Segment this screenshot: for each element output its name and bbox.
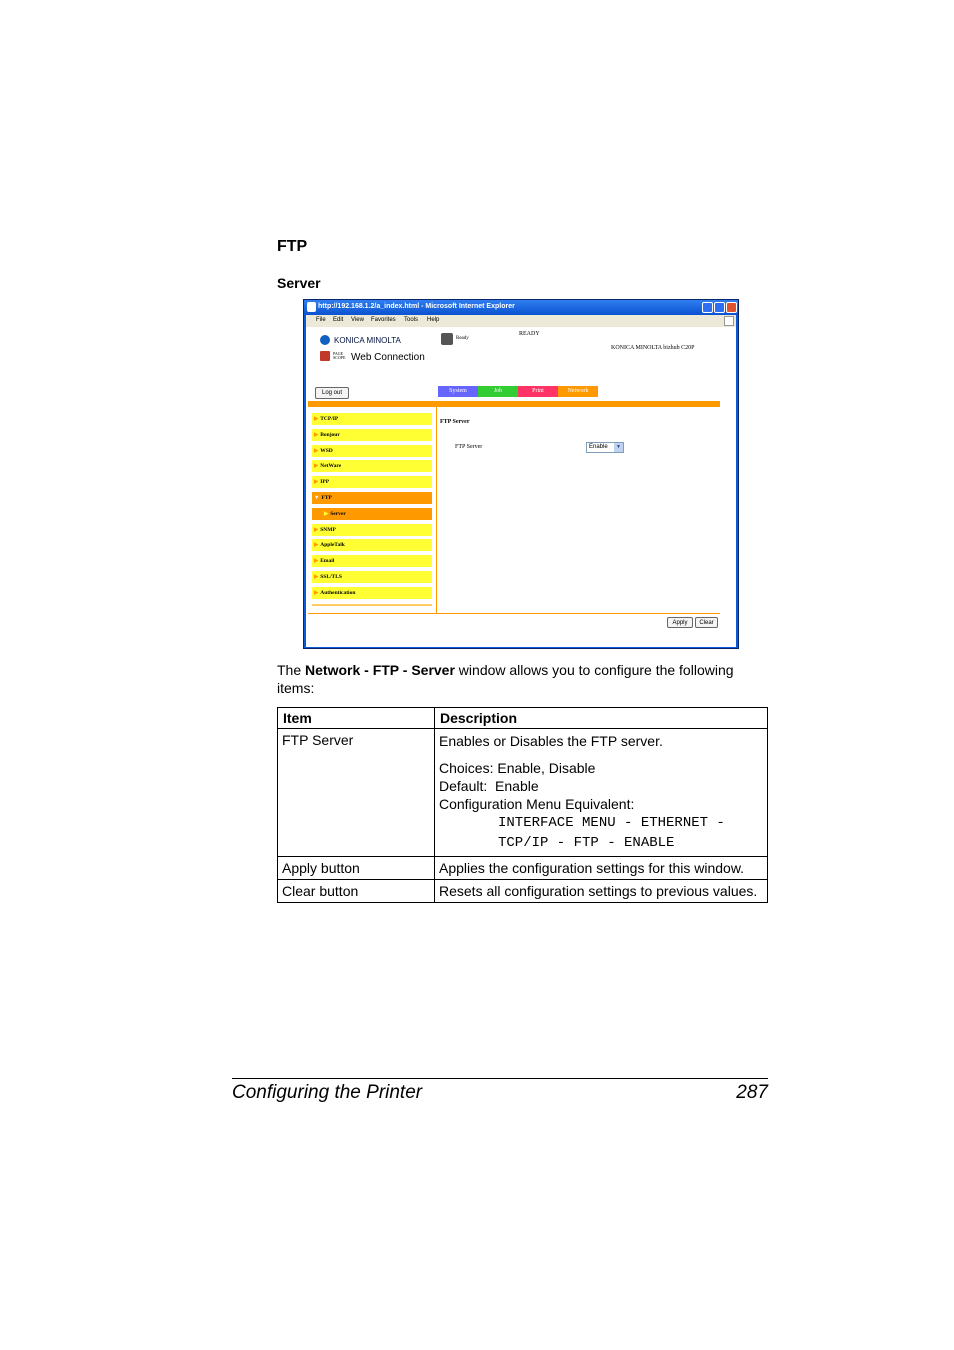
- page-number: 287: [736, 1082, 768, 1103]
- intro-bold: Network - FTP - Server: [305, 662, 455, 678]
- sidebar-item-bonjour[interactable]: ▶ Bonjour: [312, 429, 432, 441]
- model-name: KONICA MINOLTA bizhub C20P: [611, 345, 695, 351]
- arrow-right-icon: ▶: [314, 447, 319, 454]
- status-text: READY: [519, 331, 540, 337]
- logout-button[interactable]: Log out: [315, 387, 349, 399]
- footer-divider: [308, 613, 720, 614]
- tab-job[interactable]: Job: [478, 386, 518, 397]
- header-description: Description: [435, 708, 768, 729]
- minimize-icon[interactable]: [702, 302, 713, 313]
- arrow-down-icon: ▼: [314, 494, 320, 501]
- arrow-right-icon: ▶: [314, 479, 319, 486]
- menu-favorites[interactable]: Favorites: [371, 317, 396, 323]
- ftp-server-label: FTP Server: [455, 444, 483, 450]
- menu-view[interactable]: View: [351, 317, 364, 323]
- tab-print[interactable]: Print: [518, 386, 558, 397]
- sidebar-end-divider: [312, 604, 432, 606]
- ie-icon: [307, 302, 316, 312]
- desc-choices: Choices: Enable, Disable: [439, 760, 596, 776]
- arrow-right-icon: ▶: [314, 573, 319, 580]
- menu-edit[interactable]: Edit: [333, 317, 344, 323]
- header-divider: [308, 401, 720, 407]
- window-title: http://192.168.1.2/a_index.html - Microsoft Internet Explorer: [318, 303, 515, 310]
- arrow-right-icon: ▶: [314, 589, 319, 596]
- row-item: FTP Server: [278, 729, 435, 857]
- sidebar-item-ftp[interactable]: ▼ FTP: [312, 492, 432, 504]
- tab-system[interactable]: System: [438, 386, 478, 397]
- table-row: [278, 880, 768, 903]
- status-icon-label: Ready: [456, 336, 469, 341]
- arrow-right-icon: ▶: [314, 558, 319, 565]
- browser-menubar: [306, 315, 736, 327]
- sidebar-item-tcpip[interactable]: ▶ TCP/IP: [312, 413, 432, 425]
- footer-rule: [232, 1078, 768, 1079]
- sidebar-item-snmp[interactable]: ▶ SNMP: [312, 524, 432, 536]
- description-table: [277, 707, 768, 903]
- table-header-row: [278, 708, 768, 729]
- menu-help[interactable]: Help: [427, 317, 440, 323]
- arrow-right-icon: ▶: [314, 416, 319, 422]
- sidebar-item-email[interactable]: ▶ Email: [312, 555, 432, 567]
- desc-code-2: TCP/IP - FTP - ENABLE: [498, 835, 675, 851]
- subsection-title: Server: [277, 275, 321, 291]
- row-description: [435, 729, 768, 857]
- arrow-right-icon: ▶: [314, 542, 319, 549]
- apply-button[interactable]: Apply: [667, 617, 693, 628]
- intro-paragraph: The Network - FTP - Server window allows you to configure the following items:: [277, 662, 734, 696]
- ftp-server-value: Enable: [589, 444, 608, 450]
- row-item: Apply button: [278, 857, 435, 880]
- sidebar-item-wsd[interactable]: ▶ WSD: [312, 445, 432, 457]
- menu-tools[interactable]: Tools: [404, 317, 419, 323]
- sidebar-item-server[interactable]: ▶ Server: [312, 508, 432, 520]
- arrow-right-icon: ▶: [324, 510, 329, 517]
- panel-title: FTP Server: [440, 419, 470, 425]
- maximize-icon[interactable]: [714, 302, 725, 313]
- sidebar-item-ipp[interactable]: ▶ IPP: [312, 476, 432, 488]
- printer-status-icon: [441, 333, 453, 345]
- sidebar-item-appletalk[interactable]: ▶ AppleTalk: [312, 539, 432, 551]
- sidebar-item-netware[interactable]: ▶ NetWare: [312, 460, 432, 472]
- sidebar-item-ssltls[interactable]: ▶ SSL/TLS: [312, 571, 432, 583]
- close-icon[interactable]: [726, 302, 737, 313]
- desc-text: Enables or Disables the FTP server.: [439, 733, 663, 749]
- sidebar-item-authentication[interactable]: ▶ Authentication: [312, 587, 432, 599]
- desc-default: Default: Enable: [439, 778, 539, 794]
- konica-minolta-logo-icon: [320, 335, 330, 345]
- clear-button[interactable]: Clear: [695, 617, 718, 628]
- browser-content: [306, 327, 736, 647]
- arrow-right-icon: ▶: [314, 431, 319, 438]
- footer-title: Configuring the Printer: [232, 1082, 423, 1103]
- windows-logo-icon: [724, 316, 734, 326]
- row-item: Clear button: [278, 880, 435, 903]
- arrow-right-icon: ▶: [314, 463, 319, 470]
- sidebar-menu: [312, 413, 432, 603]
- desc-code-1: INTERFACE MENU - ETHERNET -: [498, 815, 725, 831]
- ftp-server-select[interactable]: [586, 442, 624, 453]
- arrow-right-icon: ▶: [314, 526, 319, 533]
- chevron-down-icon[interactable]: ▼: [614, 443, 623, 452]
- tab-network[interactable]: Network: [558, 386, 598, 397]
- browser-titlebar: [304, 300, 738, 315]
- table-row: [278, 729, 768, 857]
- product-name: Web Connection: [351, 352, 425, 363]
- menu-file[interactable]: File: [316, 317, 326, 323]
- section-title: FTP: [277, 238, 308, 255]
- row-description: Resets all configuration settings to previous values.: [435, 880, 768, 903]
- page-scope-label: PAGE SCOPE: [333, 351, 346, 360]
- vertical-divider: [436, 407, 437, 613]
- desc-equiv: Configuration Menu Equivalent:: [439, 796, 635, 812]
- page-scope-logo-icon: [320, 351, 330, 361]
- browser-screenshot: [303, 299, 739, 649]
- header-item: Item: [278, 708, 435, 729]
- brand-name: KONICA MINOLTA: [334, 336, 401, 345]
- row-description: Applies the configuration settings for this window.: [435, 857, 768, 880]
- table-row: [278, 857, 768, 880]
